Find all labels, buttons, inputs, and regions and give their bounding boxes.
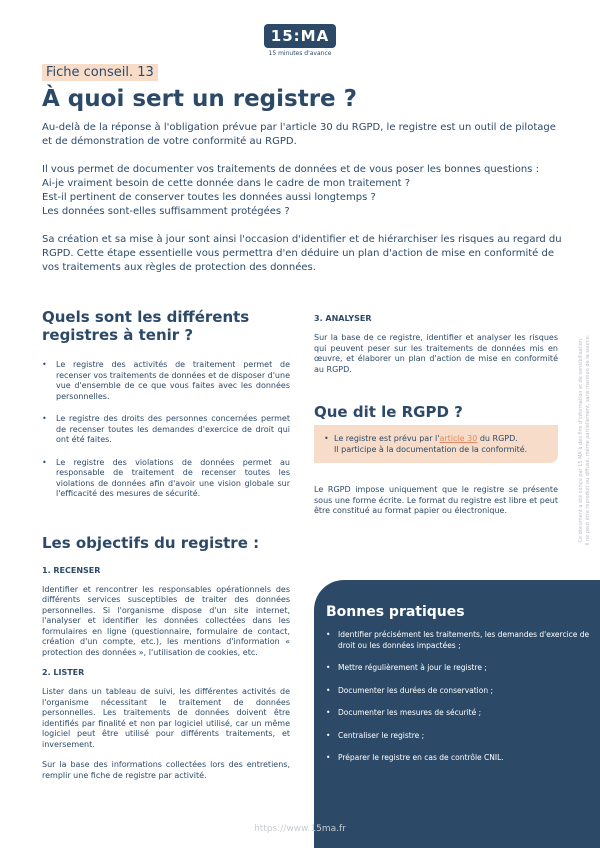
- rgpd-bullet: [324, 433, 548, 455]
- lister-text-2: Sur la base des informations collectées lors des entretiens, remplir une fiche de registre par activité.: [42, 760, 290, 780]
- rgpd-bullet-line2: Il participe à la documentation de la conformité.: [334, 445, 528, 454]
- rgpd-text: Le RGPD impose uniquement que le registre se présente sous une forme écrite. Le format du registre est libre et peut être constitué au format papier ou électronique.: [314, 485, 558, 515]
- lister-heading: 2. LISTER: [42, 668, 85, 677]
- left-column: [42, 308, 290, 791]
- registres-heading: Quels sont les différents registres à tenir ?: [42, 308, 250, 344]
- side-note-line-2: Il ne peut être reproduit ou diffusé, même partiellement, sans mention de la source.: [585, 334, 591, 546]
- intro-section: [42, 121, 562, 289]
- bonnes-pratiques-list: [326, 630, 590, 764]
- logo-tagline: 15 minutes d'avance: [268, 50, 332, 57]
- rgpd-bullet-pre: Le registre est prévu par l': [334, 434, 440, 443]
- bonnes-pratiques-panel: [314, 580, 600, 848]
- list-item: • Le registre des droits des personnes concernées permet de recenser toutes les demandes d'exercice de droit qui ont été faites.: [42, 414, 290, 446]
- bonnes-pratiques-heading: Bonnes pratiques: [326, 604, 465, 620]
- list-item: • Documenter les mesures de sécurité ;: [326, 708, 590, 719]
- footer-url[interactable]: https://www.15ma.fr: [254, 824, 346, 834]
- list-item: • Mettre régulièrement à jour le registre ;: [326, 663, 590, 674]
- fiche-label: Fiche conseil. 13: [42, 64, 158, 81]
- right-column: [314, 314, 558, 527]
- rgpd-callout: [314, 425, 558, 463]
- lister-text-1: Lister dans un tableau de suivi, les différentes activités de l'organisme nécessitant le traitement de données personnelles. Les traitements de données doivent être identifiés par finalité et non par logiciel utilisé, car un même logiciel peut être utilisé pour différents traitements, et inversement.: [42, 687, 290, 749]
- list-item: • Centraliser le registre ;: [326, 731, 590, 742]
- recenser-heading: 1. RECENSER: [42, 565, 101, 575]
- list-item: • Documenter les durées de conservation ;: [326, 686, 590, 697]
- intro-lead: Il vous permet de documenter vos traitements de données et de vous poser les bonnes questions :: [42, 164, 539, 175]
- list-item: • Identifier précisément les traitements, les demandes d'exercice de droit ou les données impactées ;: [326, 630, 590, 651]
- side-note-line-1: Ce document a été conçu par 15 MA à des fins d'information et de sensibilisation.: [578, 337, 584, 543]
- list-item: • Le registre des violations de données permet au responsable de traitement de recenser toutes les violations de données afin d'avoir une vision globale sur l'efficacité des mesures de sécurité.: [42, 458, 290, 500]
- list-item: • Préparer le registre en cas de contrôle CNIL.: [326, 753, 590, 764]
- intro-question-2: Est-il pertinent de conserver toutes les données aussi longtemps ?: [42, 192, 376, 203]
- intro-paragraph-1: Au-delà de la réponse à l'obligation prévue par l'article 30 du RGPD, le registre est un outil de pilotage et de démonstration de votre conformité au RGPD.: [42, 122, 556, 147]
- copyright-side-note: [578, 335, 592, 546]
- intro-question-3: Les données sont-elles suffisamment protégées ?: [42, 206, 290, 217]
- intro-paragraph-2: [42, 163, 562, 219]
- list-item: • Le registre des activités de traitement permet de recenser vos traitements de données et de disposer d'une vue d'ensemble de ce que vous faites avec les données personnelles.: [42, 360, 290, 402]
- intro-question-1: Ai-je vraiment besoin de cette donnée dans le cadre de mon traitement ?: [42, 178, 411, 189]
- registres-list: [42, 360, 290, 500]
- analyser-heading: 3. ANALYSER: [314, 314, 372, 323]
- recenser-text: Identifier et rencontrer les responsables opérationnels des différents services susceptibles de traiter des données personnelles. Si l'organisme dispose d'un site internet, l'analyser et identifier les données collectées dans les formulaires en ligne (questionnaire, formulaire de contact, création d'un compte, etc.), les mentions d'information « protection des données », l'utilisation de cookies, etc.: [42, 584, 290, 657]
- rgpd-bullet-post: du RGPD.: [477, 434, 518, 443]
- intro-paragraph-3: Sa création et sa mise à jour sont ainsi l'occasion d'identifier et de hiérarchiser les risques au regard du RGPD. Cette étape essentielle vous permettra d'en déduire un plan d'action de mise en conformité de vos traitements aux règles de protection des données.: [42, 234, 562, 273]
- analyser-text: Sur la base de ce registre, identifier et analyser les risques qui peuvent peser sur les traitements de données mis en œuvre, et élaborer un plan d'action de mise en conformité au RGPD.: [314, 333, 558, 374]
- rgpd-heading: Que dit le RGPD ?: [314, 403, 463, 421]
- article-30-link[interactable]: article 30: [439, 434, 478, 443]
- objectifs-heading: Les objectifs du registre :: [42, 533, 260, 552]
- page-title: À quoi sert un registre ?: [42, 86, 357, 112]
- brand-logo: [264, 24, 336, 57]
- logo-mark: 15:MA: [264, 24, 336, 48]
